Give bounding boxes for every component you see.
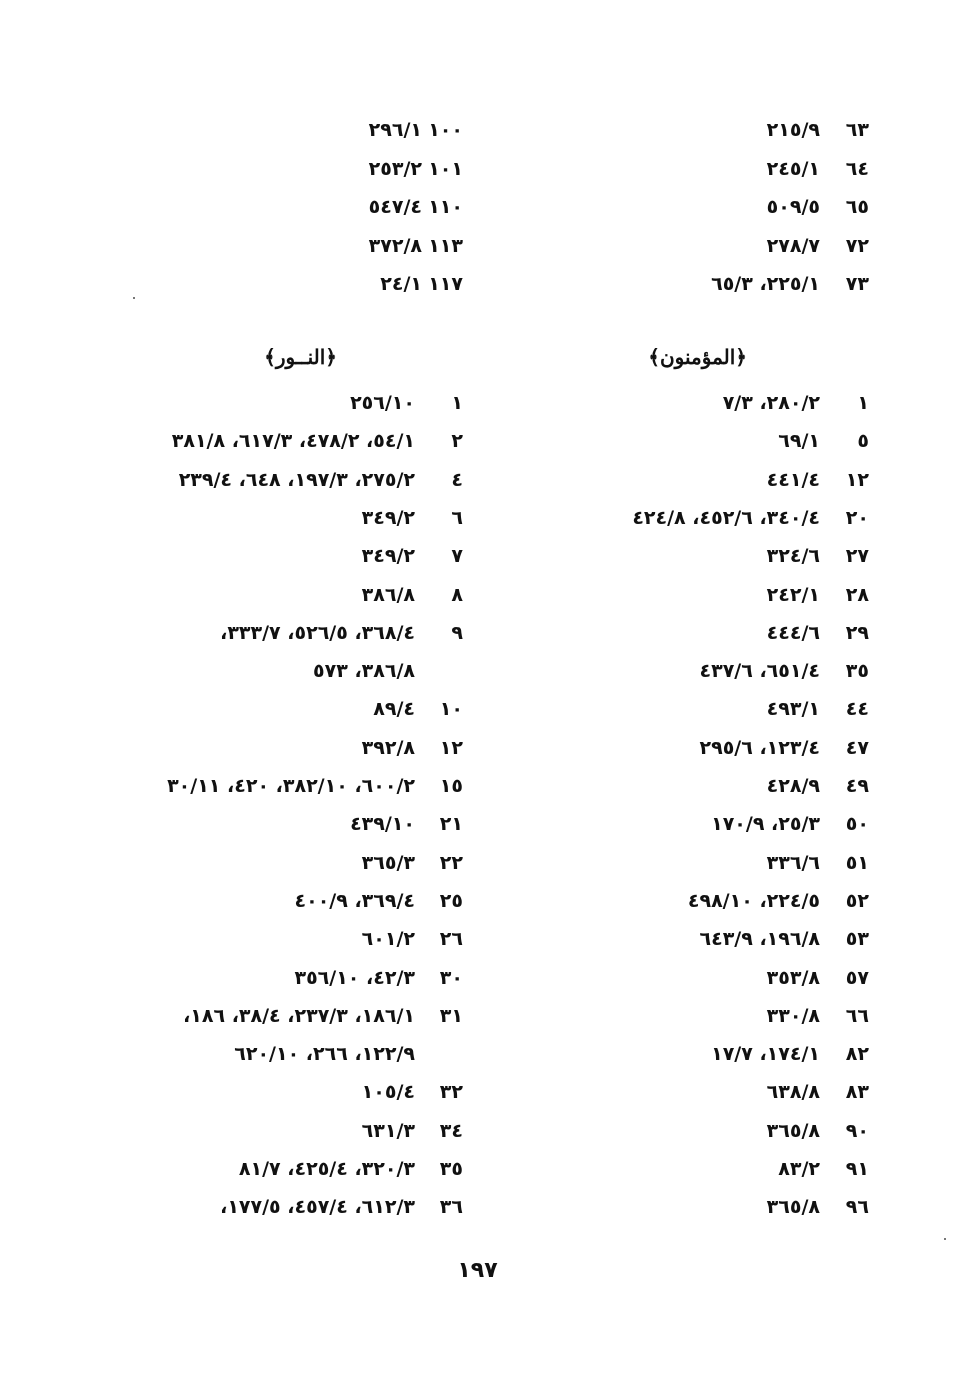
verse-number: ٣٢ (439, 1081, 463, 1104)
verse-number: ١٥ (439, 775, 463, 797)
index-row (0, 1039, 955, 1069)
index-row (0, 192, 955, 222)
volume-page-reference: ٢٥/٣، ١٧٠/٩ (711, 813, 820, 836)
verse-number: ٢٢ (439, 851, 463, 874)
verse-number: ٥١ (845, 851, 869, 874)
volume-page-reference: ٣٥٣/٨ (766, 966, 820, 989)
index-row (0, 733, 955, 763)
index-row (0, 809, 955, 839)
volume-page-reference: ٢٧٥/٢، ١٩٧/٣، ٦٤٨، ٢٣٩/٤ (178, 468, 415, 491)
verse-number: ٤٩ (845, 775, 869, 797)
verse-number: ٦ (451, 506, 463, 529)
verse-number: ١٠١ (428, 157, 463, 180)
volume-page-reference: ٤٩٣/١ (766, 698, 820, 721)
verse-number: ٧٢ (845, 234, 869, 257)
volume-page-reference: ٢٤/١ (380, 273, 422, 295)
volume-page-reference: ٢٢٤/٥، ٤٩٨/١٠ (687, 889, 820, 912)
volume-page-reference: ٣٦٨/٤، ٥٢٦/٥، ٣٣٣/٧، (220, 621, 415, 644)
index-row (0, 848, 955, 878)
index-row (0, 1192, 955, 1222)
verse-number: ١٠٠ (428, 119, 463, 141)
index-row (0, 886, 955, 916)
index-row (0, 924, 955, 954)
volume-page-reference: ٥٠٩/٥ (766, 196, 820, 218)
volume-page-reference: ٢٢٥/١، ٦٥/٣ (711, 273, 820, 295)
volume-page-reference: ٣٨٦/٨، ٥٧٣ (313, 660, 415, 683)
verse-number: ١ (857, 392, 869, 414)
volume-page-reference: ١٨٦/١، ٢٣٧/٣، ٣٨/٤، ١٨٦، (183, 1004, 415, 1027)
verse-number: ٧ (451, 545, 463, 568)
index-row (0, 1116, 955, 1146)
volume-page-reference: ٣٤٩/٢ (361, 506, 415, 529)
verse-number: ٦٤ (845, 157, 869, 180)
index-row (0, 1077, 955, 1107)
verse-number: ٨ (451, 583, 463, 606)
index-row (0, 503, 955, 533)
index-row (0, 963, 955, 993)
verse-number: ٢٠ (845, 506, 869, 529)
verse-number: ٢١ (439, 813, 463, 836)
index-row (0, 771, 955, 801)
verse-number: ٢٥ (439, 889, 463, 912)
surah-title-nur: ﴿النــور﴾ (264, 345, 337, 369)
verse-number: ٩٠ (845, 1119, 869, 1142)
volume-page-reference: ٦١٢/٣، ٤٥٧/٤، ١٧٧/٥، (220, 1196, 415, 1219)
volume-page-reference: ٣٢٠/٣، ٤٢٥/٤، ٨١/٧ (238, 1158, 415, 1180)
volume-page-reference: ٢١٥/٩ (766, 119, 820, 141)
verse-number: ٥ (857, 430, 869, 453)
verse-number: ٥٠ (845, 813, 869, 836)
verse-number: ٦٣ (845, 119, 869, 141)
verse-number: ٩١ (845, 1158, 869, 1180)
index-row (0, 1154, 955, 1184)
verse-number: ٢٦ (439, 928, 463, 951)
index-row (0, 656, 955, 686)
verse-number: ٦٦ (845, 1004, 869, 1027)
verse-number: ٨٣ (845, 1081, 869, 1104)
volume-page-reference: ٨٣/٢ (778, 1158, 820, 1180)
volume-page-reference: ٣٤٠/٤، ٤٥٢/٦، ٤٢٤/٨ (632, 506, 820, 529)
page-number: ١٩٧ (457, 1258, 498, 1283)
verse-number: ٨٢ (845, 1043, 869, 1066)
volume-page-reference: ١٠٥/٤ (361, 1081, 415, 1104)
volume-page-reference: ٦٠١/٢ (361, 928, 415, 951)
verse-number: ٩ (451, 621, 463, 644)
volume-page-reference: ٢٥٣/٢ (368, 157, 422, 180)
verse-number: ٣٤ (439, 1119, 463, 1142)
volume-page-reference: ٦٣٨/٨ (766, 1081, 820, 1104)
verse-number: ٢٩ (845, 621, 869, 644)
index-row (0, 269, 955, 299)
scan-speck (944, 1238, 946, 1240)
volume-page-reference: ٣٨٦/٨ (361, 583, 415, 606)
volume-page-reference: ١٩٦/٨، ٦٤٣/٩ (699, 928, 820, 951)
volume-page-reference: ٢٧٨/٧ (766, 234, 820, 257)
verse-number: ٣٥ (845, 660, 869, 683)
volume-page-reference: ٦٩/١ (778, 430, 820, 453)
volume-page-reference: ٦٥١/٤، ٤٣٧/٦ (699, 660, 820, 683)
index-row (0, 231, 955, 261)
index-row (0, 154, 955, 184)
index-row (0, 115, 955, 145)
verse-number: ١١٠ (428, 196, 463, 218)
volume-page-reference: ٤٣٩/١٠ (350, 813, 415, 836)
verse-number: ٤٤ (845, 698, 869, 721)
verse-number: ١١٣ (428, 234, 463, 257)
verse-number: ٥٣ (845, 928, 869, 951)
index-row (0, 618, 955, 648)
volume-page-reference: ٦٣١/٣ (361, 1119, 415, 1142)
volume-page-reference: ٤٤٤/٦ (766, 621, 820, 644)
volume-page-reference: ٢٤٥/١ (766, 157, 820, 180)
volume-page-reference: ٣٦٥/٨ (766, 1196, 820, 1219)
index-row (0, 694, 955, 724)
volume-page-reference: ٣٣٦/٦ (766, 851, 820, 874)
verse-number: ١١٧ (428, 273, 463, 295)
volume-page-reference: ٣٧٢/٨ (368, 234, 422, 257)
volume-page-reference: ٣٩٢/٨ (361, 736, 415, 759)
index-row (0, 426, 955, 456)
verse-number: ٧٣ (845, 273, 869, 295)
volume-page-reference: ٦٠٠/٢، ٣٨٢/١٠، ٤٢٠، ٣٠/١١ (167, 775, 415, 797)
volume-page-reference: ٣٤٩/٢ (361, 545, 415, 568)
scan-speck (133, 297, 135, 299)
volume-page-reference: ٨٩/٤ (373, 698, 415, 721)
verse-number: ٥٧ (845, 966, 869, 989)
volume-page-reference: ٢٩٦/١ (368, 119, 422, 141)
volume-page-reference: ٥٤٧/٤ (368, 196, 422, 218)
volume-page-reference: ٢٥٦/١٠ (350, 392, 415, 414)
volume-page-reference: ٤٤١/٤ (766, 468, 820, 491)
verse-number: ٤ (451, 468, 463, 491)
verse-number: ١٢ (439, 736, 463, 759)
volume-page-reference: ٣٣٠/٨ (766, 1004, 820, 1027)
volume-page-reference: ١٧٤/١، ١٧/٧ (711, 1043, 820, 1066)
verse-number: ٣٥ (439, 1158, 463, 1180)
verse-number: ٥٢ (845, 889, 869, 912)
volume-page-reference: ٥٤/١، ٤٧٨/٢، ٦١٧/٣، ٣٨١/٨ (171, 430, 415, 453)
verse-number: ٤٧ (845, 736, 869, 759)
verse-number: ٦٥ (845, 196, 869, 218)
verse-number: ٣١ (439, 1004, 463, 1027)
verse-number: ٢٨ (845, 583, 869, 606)
volume-page-reference: ١٢٣/٤، ٢٩٥/٦ (699, 736, 820, 759)
volume-page-reference: ٣٦٥/٨ (766, 1119, 820, 1142)
verse-number: ٩٦ (845, 1196, 869, 1219)
volume-page-reference: ٢٨٠/٢، ٧/٣ (722, 392, 820, 414)
verse-number: ٢٧ (845, 545, 869, 568)
volume-page-reference: ٤٢/٣، ٣٥٦/١٠ (294, 966, 415, 989)
verse-number: ١ (451, 392, 463, 414)
verse-number: ١٠ (439, 698, 463, 721)
verse-number: ٢ (451, 430, 463, 453)
surah-title-muminun: ﴿المؤمنون﴾ (648, 345, 747, 369)
volume-page-reference: ١٢٢/٩، ٢٦٦، ٦٢٠/١٠ (234, 1043, 415, 1066)
volume-page-reference: ٣٦٩/٤، ٤٠٠/٩ (294, 889, 415, 912)
verse-number: ٣٠ (439, 966, 463, 989)
index-row (0, 465, 955, 495)
verse-number: ٣٦ (439, 1196, 463, 1219)
index-row (0, 388, 955, 418)
index-row (0, 1001, 955, 1031)
volume-page-reference: ٣٢٤/٦ (766, 545, 820, 568)
volume-page-reference: ٢٤٢/١ (766, 583, 820, 606)
verse-number: ١٢ (845, 468, 869, 491)
volume-page-reference: ٣٦٥/٣ (361, 851, 415, 874)
index-row (0, 541, 955, 571)
volume-page-reference: ٤٢٨/٩ (766, 775, 820, 797)
index-row (0, 580, 955, 610)
